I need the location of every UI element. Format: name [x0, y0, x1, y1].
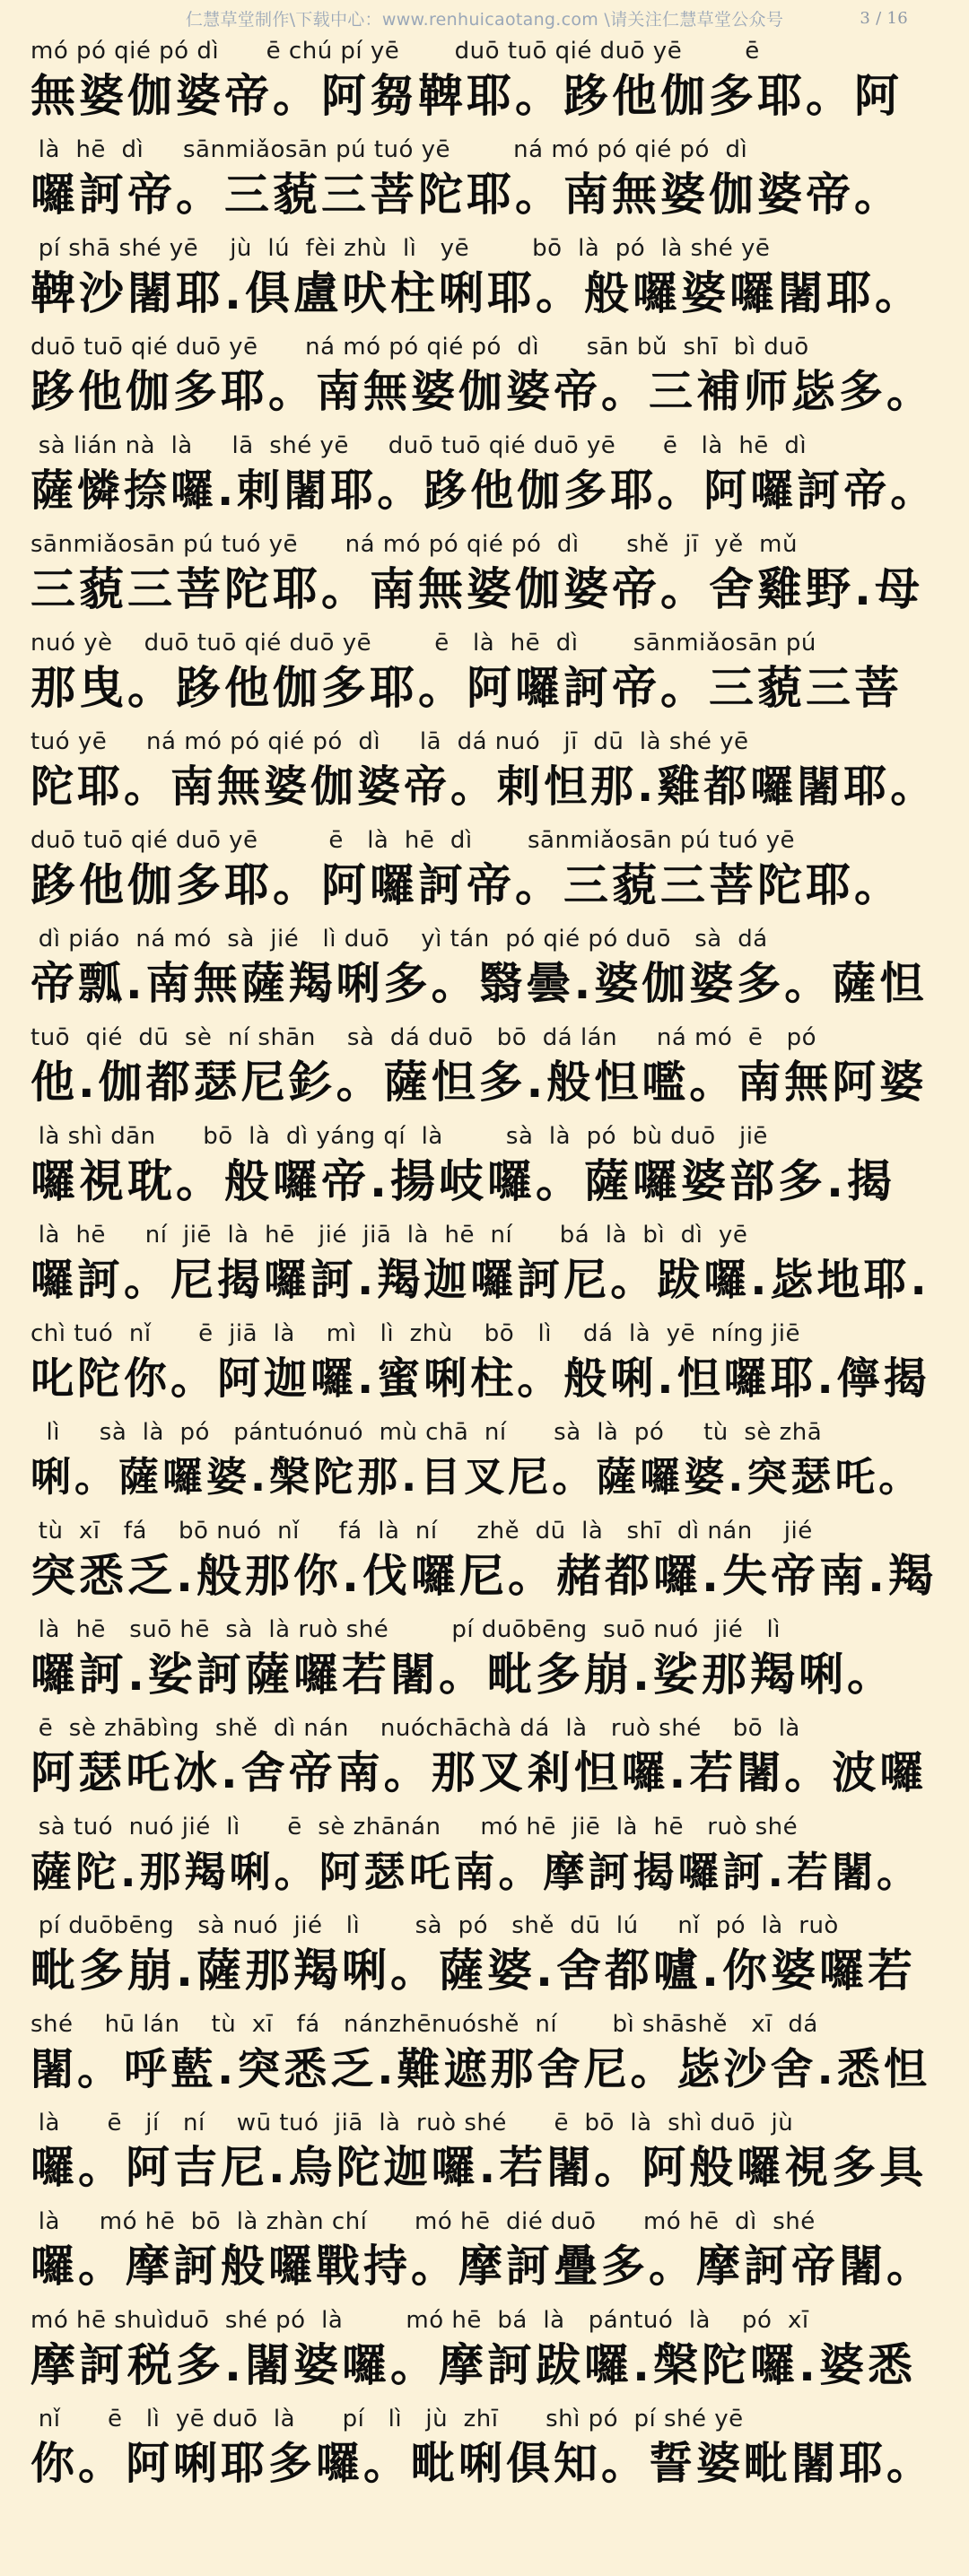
pinyin-text: pí shā shé yē jù lú fèi zhù lì yē bō là pó là shé yē: [31, 235, 771, 262]
header-title: 仁慧草堂制作\下载中心：www.renhuicaotang.com \请关注仁慧草堂公众号: [185, 9, 784, 30]
scripture-line: [31, 135, 938, 233]
scripture-line: [31, 1121, 938, 1220]
chinese-text: 突悉乏.般那你.伐囉尼。赭都囉.失帝南.羯: [31, 1550, 937, 1602]
chinese-text: 囉訶。尼揭囉訶.羯迦囉訶尼。跋囉.毖地耶.: [31, 1255, 930, 1305]
chinese-text: 闍。呼藍.突悉乏.難遮那舍尼。毖沙舍.悉怛: [31, 2044, 930, 2094]
pinyin-text: là shì dān bō là dì yáng qí là sà là pó bù duō jiē: [31, 1123, 768, 1150]
chinese-text: 那曳。跢他伽多耶。阿囉訶帝。三藐三菩: [31, 662, 903, 714]
scripture-line: [31, 431, 938, 529]
pinyin-text: sà tuó nuó jié lì ē sè zhānán mó hē jiē là hē ruò shé: [31, 1814, 799, 1841]
scripture-line: [31, 1417, 938, 1516]
scripture-lines: [31, 36, 938, 2502]
pinyin-text: sà lián nà là lā shé yē duō tuō qié duō yē ē là hē dì: [31, 432, 808, 459]
scripture-line: [31, 2009, 938, 2108]
pinyin-text: là hē suō hē sà là ruò shé pí duōbēng suō nuó jié lì: [31, 1616, 781, 1643]
pinyin-text: là hē ní jiē là hē jié jiā là hē ní bá là bì dì yē: [31, 1222, 748, 1249]
pinyin-text: lì sà là pó pántuónuó mù chā ní sà là pó tù sè zhā: [31, 1419, 823, 1446]
pinyin-text: tù xī fá bō nuó nǐ fá là ní zhě dū là shī dì nán jié: [31, 1518, 813, 1545]
pinyin-text: là mó hē bō là zhàn chí mó hē dié duō mó hē dì shé: [31, 2208, 816, 2235]
scripture-line: [31, 233, 938, 332]
scripture-line: [31, 1713, 938, 1812]
chinese-text: 薩陀.那羯唎。阿瑟吒南。摩訶揭囉訶.若闍。: [31, 1848, 921, 1896]
chinese-text: 跢他伽多耶。阿囉訶帝。三藐三菩陀耶。: [31, 859, 903, 911]
pinyin-text: nǐ ē lì yē duō là pí lì jù zhī shì pó pí shé yē: [31, 2406, 744, 2432]
chinese-text: 唎。薩囉婆.槃陀那.目叉尼。薩囉婆.突瑟吒。: [31, 1453, 923, 1501]
scripture-line: [31, 1910, 938, 2009]
scripture-line: [31, 1812, 938, 1910]
page-number: 3 / 16: [860, 9, 908, 28]
scripture-line: [31, 2206, 938, 2305]
pinyin-text: duō tuō qié duō yē ē là hē dì sānmiǎosān pú tuó yē: [31, 827, 796, 854]
pinyin-text: chì tuó nǐ ē jiā là mì lì zhù bō lì dá là yē níng jiē: [31, 1320, 800, 1347]
chinese-text: 阿瑟吒冰.舍帝南。那叉剎怛囉.若闍。波囉: [31, 1747, 928, 1798]
chinese-text: 跢他伽多耶。南無婆伽婆帝。三補师毖多。: [31, 366, 935, 417]
scripture-line: [31, 825, 938, 924]
pinyin-text: mó pó qié pó dì ē chú pí yē duō tuō qié duō yē ē: [31, 38, 760, 65]
pinyin-text: nuó yè duō tuō qié duō yē ē là hē dì sānmiǎosān pú: [31, 630, 816, 657]
scripture-line: [31, 1516, 938, 1614]
chinese-text: 摩訶税多.闍婆囉。摩訶跋囉.槃陀囉.婆悉: [31, 2339, 916, 2391]
scripture-line: [31, 36, 938, 135]
pinyin-text: ē sè zhābìng shě dì nán nuóchāchà dá là ruò shé bō là: [31, 1715, 800, 1742]
chinese-text: 囉訶帝。三藐三菩陀耶。南無婆伽婆帝。: [31, 169, 903, 221]
chinese-text: 他.伽都瑟尼釤。薩怛多.般怛嚂。南無阿婆: [31, 1057, 928, 1108]
pinyin-text: tuō qié dū sè ní shān sà dá duō bō dá lán ná mó ē pó: [31, 1024, 817, 1051]
scripture-line: [31, 332, 938, 431]
scripture-line: [31, 1023, 938, 1121]
pinyin-text: tuó yē ná mó pó qié pó dì lā dá nuó jī dū là shé yē: [31, 728, 749, 755]
chinese-text: 帝瓢.南無薩羯唎多。翳曇.婆伽婆多。薩怛: [31, 958, 928, 1009]
chinese-text: 薩憐捺囉.剌闍耶。跢他伽多耶。阿囉訶帝。: [31, 466, 938, 516]
scripture-line: [31, 628, 938, 727]
pinyin-text: là ē jí ní wū tuó jiā là ruò shé ē bō là shì duō jù: [31, 2110, 794, 2137]
scripture-line: [31, 1614, 938, 1713]
scripture-line: [31, 2108, 938, 2206]
scripture-line: [31, 2404, 938, 2502]
chinese-text: 叱陀你。阿迦囉.蜜唎柱。般唎.怛囉耶.儜揭: [31, 1353, 930, 1404]
chinese-text: 你。阿唎耶多囉。毗唎俱知。誓婆毗闍耶。: [31, 2438, 935, 2489]
chinese-text: 囉。摩訶般囉戰持。摩訶疊多。摩訶帝闍。: [31, 2241, 935, 2292]
chinese-text: 陀耶。南無婆伽婆帝。剌怛那.雞都囉闍耶。: [31, 761, 938, 812]
chinese-text: 囉訶.娑訶薩囉若闍。毗多崩.娑那羯唎。: [31, 1649, 895, 1701]
scripture-line: [31, 529, 938, 628]
scripture-line: [31, 1318, 938, 1417]
chinese-text: 毗多崩.薩那羯唎。薩婆.舍都嚧.你婆囉若: [31, 1945, 916, 1997]
pinyin-text: mó hē shuìduō shé pó là mó hē bá là pántuó là pó xī: [31, 2307, 809, 2334]
chinese-text: 囉。阿吉尼.烏陀迦囉.若闍。阿般囉視多具: [31, 2142, 928, 2193]
pinyin-text: pí duōbēng sà nuó jié lì sà pó shě dū lú nǐ pó là ruò: [31, 1912, 839, 1939]
pinyin-text: shé hū lán tù xī fá nánzhēnuóshě ní bì shāshě xī dá: [31, 2011, 818, 2038]
chinese-text: 囉視耽。般囉帝.揚岐囉。薩囉婆部多.揭: [31, 1155, 895, 1207]
scripture-line: [31, 1220, 938, 1318]
pinyin-text: duō tuō qié duō yē ná mó pó qié pó dì sān bǔ shī bì duō: [31, 334, 809, 361]
chinese-text: 鞞沙闍耶.俱盧吠柱唎耶。般囉婆囉闍耶。: [31, 267, 923, 319]
scripture-line: [31, 924, 938, 1023]
pinyin-text: là hē dì sānmiǎosān pú tuó yē ná mó pó qié pó dì: [31, 136, 748, 163]
page-header: [31, 0, 938, 36]
scripture-line: [31, 2305, 938, 2404]
pinyin-text: dì piáo ná mó sà jié lì duō yì tán pó qié pó duō sà dá: [31, 926, 768, 953]
pinyin-text: sānmiǎosān pú tuó yē ná mó pó qié pó dì shě jī yě mǔ: [31, 531, 798, 558]
scripture-line: [31, 727, 938, 825]
chinese-text: 無婆伽婆帝。阿芻鞞耶。跢他伽多耶。阿: [31, 70, 903, 122]
chinese-text: 三藐三菩陀耶。南無婆伽婆帝。舍雞野.母: [31, 563, 923, 615]
